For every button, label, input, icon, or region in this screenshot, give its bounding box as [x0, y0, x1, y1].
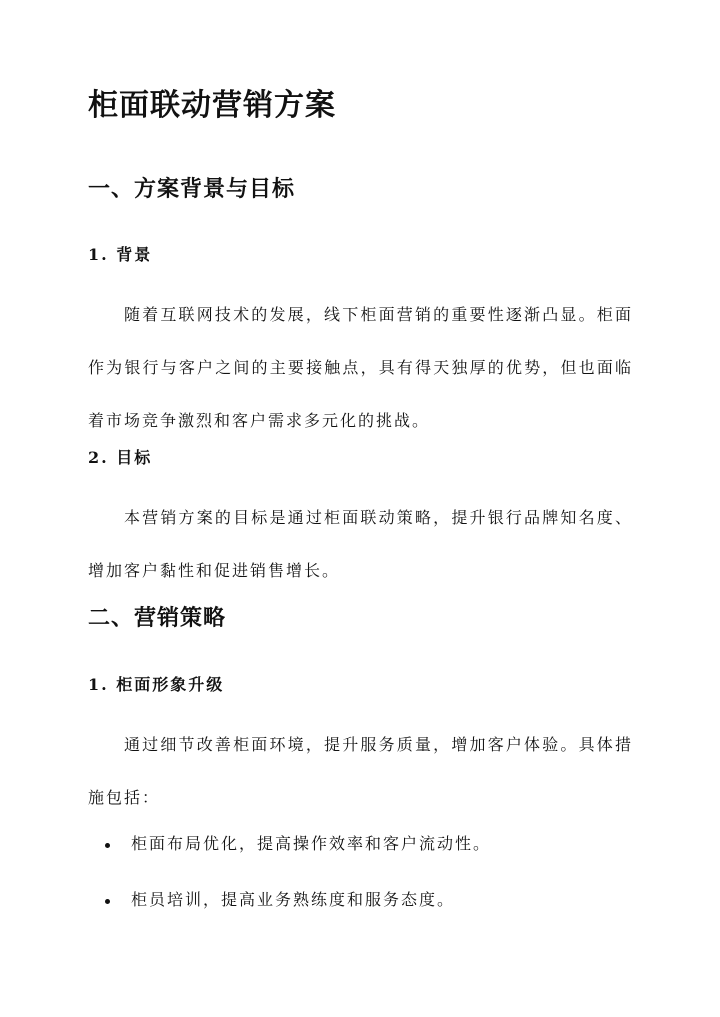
subheading-background: 1. 背景: [88, 245, 153, 264]
section-heading-background-goals: 一、方案背景与目标: [88, 176, 296, 202]
list-item-text: 柜面布局优化，提高操作效率和客户流动性。: [131, 834, 492, 853]
paragraph-counter-image-upgrade: 通过细节改善柜面环境，提升服务质量，增加客户体验。具体措施包括：: [88, 735, 633, 807]
bullet-dot-icon: [105, 899, 110, 904]
document-title: 柜面联动营销方案: [88, 88, 336, 123]
subheading-counter-image-upgrade: 1. 柜面形象升级: [88, 675, 225, 694]
paragraph-background: 随着互联网技术的发展，线下柜面营销的重要性逐渐凸显。柜面作为银行与客户之间的主要接触点，具有得天独厚的优势，但也面临着市场竞争激烈和客户需求多元化的挑战。: [88, 305, 633, 430]
section-heading-marketing-strategy: 二、营销策略: [88, 605, 227, 631]
paragraph-goals: 本营销方案的目标是通过柜面联动策略，提升银行品牌知名度、增加客户黏性和促进销售增长。: [88, 508, 633, 580]
subheading-goals: 2. 目标: [88, 448, 153, 467]
bullet-dot-icon: [105, 843, 110, 848]
list-item-text: 柜员培训，提高业务熟练度和服务态度。: [131, 890, 456, 909]
